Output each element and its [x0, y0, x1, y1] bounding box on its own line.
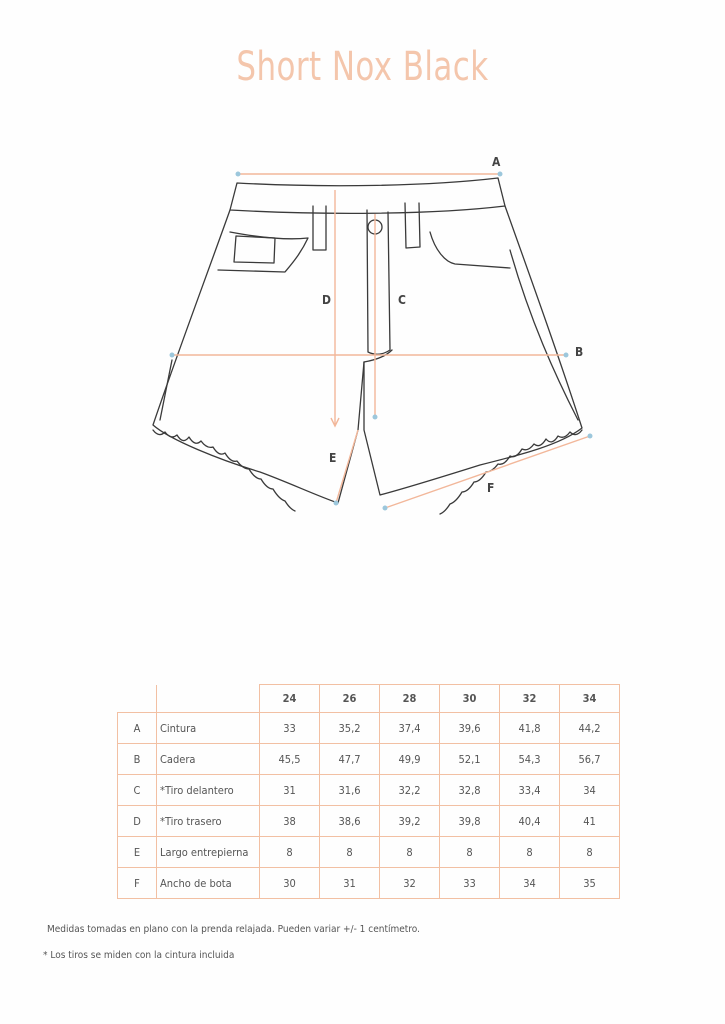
row-value: 8 [500, 837, 560, 868]
row-name: Cadera [157, 744, 260, 775]
right-leg-outline [364, 206, 582, 495]
size-header: 30 [440, 685, 500, 713]
row-value: 44,2 [560, 713, 620, 744]
row-value: 41,8 [500, 713, 560, 744]
row-value: 31 [260, 775, 320, 806]
row-letter: A [118, 713, 157, 744]
row-letter: D [118, 806, 157, 837]
size-header: 32 [500, 685, 560, 713]
row-value: 8 [440, 837, 500, 868]
row-value: 33 [260, 713, 320, 744]
front-pocket-right [430, 232, 510, 268]
waistband-outline [230, 178, 505, 213]
table-row [118, 713, 620, 744]
row-value: 40,4 [500, 806, 560, 837]
row-value: 8 [380, 837, 440, 868]
row-letter: C [118, 775, 157, 806]
row-value: 41 [560, 806, 620, 837]
row-value: 30 [260, 868, 320, 899]
label-a: A [492, 155, 501, 169]
side-seam-left [160, 360, 172, 420]
measure-line-e [336, 430, 358, 503]
row-value: 39,6 [440, 713, 500, 744]
row-value: 8 [320, 837, 380, 868]
row-value: 49,9 [380, 744, 440, 775]
page-title: Short Nox Black [236, 44, 489, 90]
row-value: 35 [560, 868, 620, 899]
size-header: 24 [260, 685, 320, 713]
hem-left [153, 430, 295, 511]
row-value: 38 [260, 806, 320, 837]
row-name: *Tiro trasero [157, 806, 260, 837]
row-value: 33,4 [500, 775, 560, 806]
row-value: 37,4 [380, 713, 440, 744]
measure-line-f [385, 436, 590, 508]
row-letter: E [118, 837, 157, 868]
table-row [118, 806, 620, 837]
row-value: 8 [560, 837, 620, 868]
hem-right [440, 430, 582, 514]
coin-pocket [234, 236, 275, 263]
row-value: 33 [440, 868, 500, 899]
row-value: 39,8 [440, 806, 500, 837]
row-name: Ancho de bota [157, 868, 260, 899]
note-tiros: * Los tiros se miden con la cintura incluida [43, 950, 235, 961]
row-value: 31,6 [320, 775, 380, 806]
row-letter: B [118, 744, 157, 775]
label-c: C [398, 293, 406, 307]
row-value: 47,7 [320, 744, 380, 775]
label-d: D [322, 293, 331, 307]
label-b: B [575, 345, 584, 359]
row-name: *Tiro delantero [157, 775, 260, 806]
label-e: E [329, 451, 337, 465]
row-letter: F [118, 868, 157, 899]
table-row [118, 744, 620, 775]
row-value: 31 [320, 868, 380, 899]
row-value: 38,6 [320, 806, 380, 837]
row-value: 32,8 [440, 775, 500, 806]
label-f: F [487, 481, 495, 495]
table-row [118, 775, 620, 806]
row-value: 39,2 [380, 806, 440, 837]
row-name: Largo entrepierna [157, 837, 260, 868]
size-table [117, 684, 620, 899]
size-header-row [118, 685, 620, 713]
row-value: 34 [500, 868, 560, 899]
row-name: Cintura [157, 713, 260, 744]
size-header: 28 [380, 685, 440, 713]
size-header: 26 [320, 685, 380, 713]
side-seam-right [510, 250, 578, 420]
row-value: 45,5 [260, 744, 320, 775]
size-header: 34 [560, 685, 620, 713]
row-value: 52,1 [440, 744, 500, 775]
table-row [118, 868, 620, 899]
row-value: 8 [260, 837, 320, 868]
row-value: 35,2 [320, 713, 380, 744]
row-value: 34 [560, 775, 620, 806]
row-value: 32,2 [380, 775, 440, 806]
belt-loop-right [405, 203, 420, 248]
note-measurements: Medidas tomadas en plano con la prenda relajada. Pueden variar +/- 1 centímetro. [47, 924, 420, 935]
row-value: 56,7 [560, 744, 620, 775]
table-row [118, 837, 620, 868]
row-value: 32 [380, 868, 440, 899]
row-value: 54,3 [500, 744, 560, 775]
